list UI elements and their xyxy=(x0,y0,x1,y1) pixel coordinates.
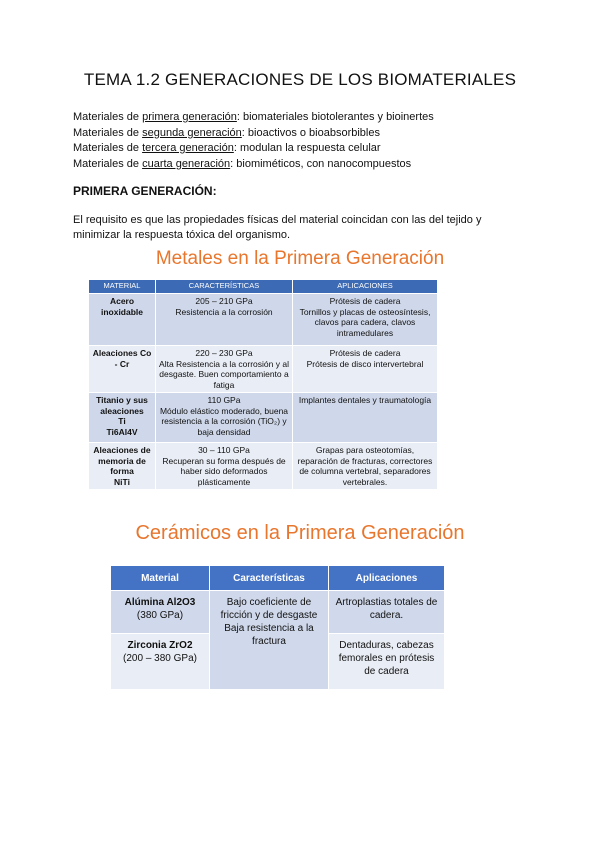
gen-desc: : bioactivos o bioabsorbibles xyxy=(241,126,380,139)
applications-cell: Prótesis de cadera Prótesis de disco intervertebral xyxy=(293,346,438,393)
column-header: MATERIAL xyxy=(89,280,156,294)
column-header: APLICACIONES xyxy=(293,280,438,294)
material-name: Alúmina Al2O3 xyxy=(124,597,196,608)
applications-cell: Grapas para osteotomías, reparación de fracturas, correctores de columna vertebral, separadores vertebrales. xyxy=(293,443,438,490)
column-header: CARACTERÍSTICAS xyxy=(156,280,293,294)
table-row xyxy=(89,443,438,490)
gen-desc: : biomiméticos, con nanocompuestos xyxy=(230,157,412,170)
material-cell xyxy=(111,634,210,690)
gen-prefix: Materiales de xyxy=(73,157,143,170)
section-heading: PRIMERA GENERACIÓN: xyxy=(73,184,217,198)
gen-name: primera generación xyxy=(142,111,237,123)
column-header: Material xyxy=(111,566,210,591)
column-header: Características xyxy=(210,566,329,591)
characteristics-cell: Bajo coeficiente de fricción y de desgaste Baja resistencia a la fractura xyxy=(210,591,329,690)
material-cell xyxy=(111,591,210,634)
applications-cell: Implantes dentales y traumatología xyxy=(293,393,438,443)
applications-cell: Dentaduras, cabezas femorales en prótesis de cadera xyxy=(329,634,445,690)
material-name: Zirconia ZrO2 xyxy=(127,640,193,651)
material-modulus: (380 GPa) xyxy=(136,610,184,621)
gen-prefix: Materiales de xyxy=(73,126,143,139)
intro-paragraph: El requisito es que las propiedades físicas del material coincidan con las del tejido y minimizar la respuesta tóxica del organismo. xyxy=(73,214,482,241)
table-row xyxy=(89,346,438,393)
gen-prefix: Materiales de xyxy=(73,142,143,154)
characteristics-cell: 30 – 110 GPa Recuperan su forma después de haber sido deformados plásticamente xyxy=(156,443,293,490)
characteristics-cell: 110 GPa Módulo elástico moderado, buena resistencia a la corrosión (TiO₂) y baja densidad xyxy=(156,393,293,443)
generation-line xyxy=(73,110,434,126)
gen-desc: : biomateriales biotolerantes y bioinertes xyxy=(236,111,434,123)
gen-desc: : modulan la respuesta celular xyxy=(233,142,381,154)
characteristics-cell: 220 – 230 GPa Alta Resistencia a la corrosión y al desgaste. Buen comportamiento a fatiga xyxy=(156,346,293,393)
generation-line xyxy=(73,126,434,142)
ceramics-table-title: Cerámicos en la Primera Generación xyxy=(135,522,465,544)
characteristics-cell: 205 – 210 GPa Resistencia a la corrosión xyxy=(156,294,293,346)
material-modulus: (200 – 380 GPa) xyxy=(123,653,197,664)
page-title: TEMA 1.2 GENERACIONES DE LOS BIOMATERIALES xyxy=(83,70,517,89)
gen-name: tercera generación xyxy=(142,142,234,154)
material-cell: Titanio y sus aleaciones Ti Ti6Al4V xyxy=(89,393,156,443)
gen-name: cuarta generación xyxy=(142,157,231,170)
column-header: Aplicaciones xyxy=(329,566,445,591)
material-cell: Acero inoxidable xyxy=(89,294,156,346)
metals-table-title: Metales en la Primera Generación xyxy=(155,248,445,269)
applications-cell: Artroplastias totales de cadera. xyxy=(329,591,445,634)
applications-cell: Prótesis de cadera Tornillos y placas de osteosíntesis, clavos para cadera, clavos intramedulares xyxy=(293,294,438,346)
generations-list xyxy=(73,110,434,172)
generation-line xyxy=(73,157,434,173)
table-row xyxy=(89,294,438,346)
table-header-row xyxy=(89,280,438,294)
gen-name: segunda generación xyxy=(142,126,242,139)
table-row xyxy=(89,393,438,443)
ceramics-table xyxy=(110,565,445,690)
material-cell: Aleaciones Co - Cr xyxy=(89,346,156,393)
table-row xyxy=(111,591,445,634)
table-header-row xyxy=(111,566,445,591)
metals-table xyxy=(88,279,438,490)
generation-line xyxy=(73,141,434,157)
material-cell: Aleaciones de memoria de forma NiTi xyxy=(89,443,156,490)
gen-prefix: Materiales de xyxy=(73,111,143,123)
